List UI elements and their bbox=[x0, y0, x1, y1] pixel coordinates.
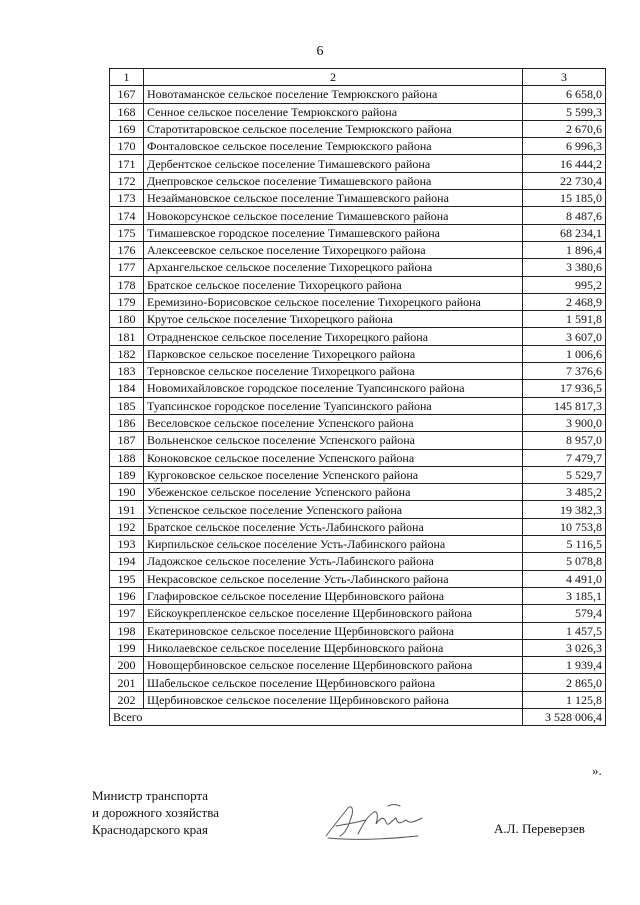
amount-value: 3 026,3 bbox=[523, 639, 606, 656]
settlement-name: Щербиновское сельское поселение Щербиновского района bbox=[144, 691, 523, 708]
amount-value: 1 457,5 bbox=[523, 622, 606, 639]
amount-value: 10 753,8 bbox=[523, 518, 606, 535]
settlement-name: Глафировское сельское поселение Щербиновского района bbox=[144, 587, 523, 604]
table-row bbox=[110, 380, 606, 397]
row-number: 201 bbox=[110, 674, 144, 691]
row-number: 190 bbox=[110, 484, 144, 501]
row-number: 186 bbox=[110, 414, 144, 431]
row-number: 191 bbox=[110, 501, 144, 518]
table-row bbox=[110, 172, 606, 189]
settlement-name: Шабельское сельское поселение Щербиновского района bbox=[144, 674, 523, 691]
row-number: 177 bbox=[110, 259, 144, 276]
signatory-title bbox=[92, 787, 219, 838]
settlement-name: Дербентское сельское поселение Тимашевского района bbox=[144, 155, 523, 172]
amount-value: 995,2 bbox=[523, 276, 606, 293]
table-row bbox=[110, 190, 606, 207]
row-number: 174 bbox=[110, 207, 144, 224]
column-header-name: 2 bbox=[144, 69, 523, 86]
settlement-name: Братское сельское поселение Усть-Лабинского района bbox=[144, 518, 523, 535]
settlement-name: Кирпильское сельское поселение Усть-Лабинского района bbox=[144, 536, 523, 553]
row-number: 188 bbox=[110, 449, 144, 466]
row-number: 200 bbox=[110, 657, 144, 674]
amount-value: 3 380,6 bbox=[523, 259, 606, 276]
row-number: 189 bbox=[110, 466, 144, 483]
table-row bbox=[110, 397, 606, 414]
table-row bbox=[110, 328, 606, 345]
settlement-name: Незаймановское сельское поселение Тимашевского района bbox=[144, 190, 523, 207]
row-number: 196 bbox=[110, 587, 144, 604]
signatory-title-line: Краснодарского края bbox=[92, 822, 208, 837]
row-number: 193 bbox=[110, 536, 144, 553]
row-number: 195 bbox=[110, 570, 144, 587]
settlement-name: Архангельское сельское поселение Тихорецкого района bbox=[144, 259, 523, 276]
table-body bbox=[110, 69, 606, 726]
amount-value: 5 078,8 bbox=[523, 553, 606, 570]
table-row bbox=[110, 224, 606, 241]
settlement-name: Некрасовское сельское поселение Усть-Лабинского района bbox=[144, 570, 523, 587]
handwritten-signature bbox=[318, 798, 438, 844]
settlement-name: Новотаманское сельское поселение Темрюкского района bbox=[144, 86, 523, 103]
row-number: 198 bbox=[110, 622, 144, 639]
row-number: 172 bbox=[110, 172, 144, 189]
amount-value: 3 607,0 bbox=[523, 328, 606, 345]
table-row bbox=[110, 276, 606, 293]
settlement-name: Туапсинское городское поселение Туапсинского района bbox=[144, 397, 523, 414]
table-row bbox=[110, 691, 606, 708]
row-number: 170 bbox=[110, 138, 144, 155]
amount-value: 1 896,4 bbox=[523, 241, 606, 258]
row-number: 182 bbox=[110, 345, 144, 362]
amount-value: 6 658,0 bbox=[523, 86, 606, 103]
table-row bbox=[110, 605, 606, 622]
settlement-name: Вольненское сельское поселение Успенского района bbox=[144, 432, 523, 449]
table-row bbox=[110, 553, 606, 570]
amount-value: 579,4 bbox=[523, 605, 606, 622]
settlement-name: Убеженское сельское поселение Успенского района bbox=[144, 484, 523, 501]
table-total-row bbox=[110, 708, 606, 725]
signatory-title-line: и дорожного хозяйства bbox=[92, 805, 219, 820]
table-row bbox=[110, 432, 606, 449]
table-row bbox=[110, 259, 606, 276]
amount-value: 17 936,5 bbox=[523, 380, 606, 397]
table-row bbox=[110, 484, 606, 501]
amount-value: 1 006,6 bbox=[523, 345, 606, 362]
amount-value: 3 185,1 bbox=[523, 587, 606, 604]
table-row bbox=[110, 120, 606, 137]
table-row bbox=[110, 518, 606, 535]
amount-value: 1 125,8 bbox=[523, 691, 606, 708]
row-number: 194 bbox=[110, 553, 144, 570]
settlement-name: Новокорсунское сельское поселение Тимашевского района bbox=[144, 207, 523, 224]
row-number: 173 bbox=[110, 190, 144, 207]
amount-value: 16 444,2 bbox=[523, 155, 606, 172]
table-row bbox=[110, 570, 606, 587]
settlement-name: Еремизино-Борисовское сельское поселение Тихорецкого района bbox=[144, 293, 523, 310]
row-number: 181 bbox=[110, 328, 144, 345]
table-row bbox=[110, 536, 606, 553]
funding-table bbox=[109, 68, 606, 726]
settlement-name: Кургоковское сельское поселение Успенского района bbox=[144, 466, 523, 483]
amount-value: 1 591,8 bbox=[523, 311, 606, 328]
amount-value: 3 900,0 bbox=[523, 414, 606, 431]
amount-value: 7 376,6 bbox=[523, 363, 606, 380]
amount-value: 5 599,3 bbox=[523, 103, 606, 120]
table-row bbox=[110, 103, 606, 120]
table-row bbox=[110, 363, 606, 380]
table-row bbox=[110, 86, 606, 103]
settlement-name: Отрадненское сельское поселение Тихорецкого района bbox=[144, 328, 523, 345]
amount-value: 6 996,3 bbox=[523, 138, 606, 155]
settlement-name: Фонталовское сельское поселение Темрюкского района bbox=[144, 138, 523, 155]
page-number: 6 bbox=[316, 44, 324, 59]
row-number: 168 bbox=[110, 103, 144, 120]
settlement-name: Коноковское сельское поселение Успенского района bbox=[144, 449, 523, 466]
settlement-name: Новомихайловское городское поселение Туапсинского района bbox=[144, 380, 523, 397]
amount-value: 5 116,5 bbox=[523, 536, 606, 553]
signatory-name: А.Л. Переверзев bbox=[494, 821, 585, 836]
settlement-name: Ладожское сельское поселение Усть-Лабинского района bbox=[144, 553, 523, 570]
table-row bbox=[110, 293, 606, 310]
amount-value: 4 491,0 bbox=[523, 570, 606, 587]
table-row bbox=[110, 311, 606, 328]
table-row bbox=[110, 138, 606, 155]
row-number: 192 bbox=[110, 518, 144, 535]
amount-value: 68 234,1 bbox=[523, 224, 606, 241]
row-number: 175 bbox=[110, 224, 144, 241]
table-row bbox=[110, 155, 606, 172]
amount-value: 2 865,0 bbox=[523, 674, 606, 691]
column-header-number: 1 bbox=[110, 69, 144, 86]
settlement-name: Ейскоукрепленское сельское поселение Щербиновского района bbox=[144, 605, 523, 622]
amount-value: 1 939,4 bbox=[523, 657, 606, 674]
column-header-amount: 3 bbox=[523, 69, 606, 86]
row-number: 171 bbox=[110, 155, 144, 172]
total-value: 3 528 006,4 bbox=[523, 708, 606, 725]
amount-value: 8 487,6 bbox=[523, 207, 606, 224]
total-label: Всего bbox=[110, 708, 523, 725]
amount-value: 22 730,4 bbox=[523, 172, 606, 189]
settlement-name: Веселовское сельское поселение Успенского района bbox=[144, 414, 523, 431]
amount-value: 3 485,2 bbox=[523, 484, 606, 501]
signatory-title-line: Министр транспорта bbox=[92, 788, 209, 803]
table-row bbox=[110, 449, 606, 466]
settlement-name: Тимашевское городское поселение Тимашевского района bbox=[144, 224, 523, 241]
amount-value: 5 529,7 bbox=[523, 466, 606, 483]
settlement-name: Старотитаровское сельское поселение Темрюкского района bbox=[144, 120, 523, 137]
closing-quote: ». bbox=[592, 763, 602, 778]
amount-value: 7 479,7 bbox=[523, 449, 606, 466]
table-row bbox=[110, 466, 606, 483]
row-number: 185 bbox=[110, 397, 144, 414]
amount-value: 2 468,9 bbox=[523, 293, 606, 310]
settlement-name: Новощербиновское сельское поселение Щербиновского района bbox=[144, 657, 523, 674]
row-number: 183 bbox=[110, 363, 144, 380]
table-row bbox=[110, 207, 606, 224]
row-number: 197 bbox=[110, 605, 144, 622]
row-number: 178 bbox=[110, 276, 144, 293]
settlement-name: Братское сельское поселение Тихорецкого района bbox=[144, 276, 523, 293]
settlement-name: Терновское сельское поселение Тихорецкого района bbox=[144, 363, 523, 380]
table-row bbox=[110, 587, 606, 604]
row-number: 180 bbox=[110, 311, 144, 328]
settlement-name: Парковское сельское поселение Тихорецкого района bbox=[144, 345, 523, 362]
row-number: 187 bbox=[110, 432, 144, 449]
settlement-name: Алексеевское сельское поселение Тихорецкого района bbox=[144, 241, 523, 258]
settlement-name: Днепровское сельское поселение Тимашевского района bbox=[144, 172, 523, 189]
row-number: 202 bbox=[110, 691, 144, 708]
row-number: 169 bbox=[110, 120, 144, 137]
settlement-name: Крутое сельское поселение Тихорецкого района bbox=[144, 311, 523, 328]
settlement-name: Успенское сельское поселение Успенского района bbox=[144, 501, 523, 518]
table-row bbox=[110, 345, 606, 362]
amount-value: 8 957,0 bbox=[523, 432, 606, 449]
table-row bbox=[110, 657, 606, 674]
amount-value: 15 185,0 bbox=[523, 190, 606, 207]
table-row bbox=[110, 501, 606, 518]
row-number: 184 bbox=[110, 380, 144, 397]
amount-value: 145 817,3 bbox=[523, 397, 606, 414]
settlement-name: Сенное сельское поселение Темрюкского района bbox=[144, 103, 523, 120]
row-number: 199 bbox=[110, 639, 144, 656]
table-row bbox=[110, 241, 606, 258]
table-row bbox=[110, 414, 606, 431]
settlement-name: Екатериновское сельское поселение Щербиновского района bbox=[144, 622, 523, 639]
table-header-row bbox=[110, 69, 606, 86]
table-row bbox=[110, 674, 606, 691]
amount-value: 19 382,3 bbox=[523, 501, 606, 518]
row-number: 176 bbox=[110, 241, 144, 258]
row-number: 179 bbox=[110, 293, 144, 310]
table-row bbox=[110, 639, 606, 656]
settlement-name: Николаевское сельское поселение Щербиновского района bbox=[144, 639, 523, 656]
table-row bbox=[110, 622, 606, 639]
row-number: 167 bbox=[110, 86, 144, 103]
amount-value: 2 670,6 bbox=[523, 120, 606, 137]
